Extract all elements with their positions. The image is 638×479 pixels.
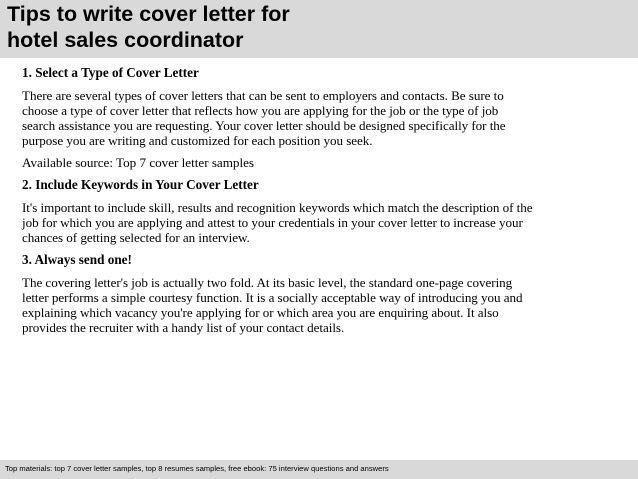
title-banner	[0, 0, 638, 58]
page-title	[7, 1, 627, 53]
paragraph-line: letter performs a simple courtesy function. It is a socially acceptable way of introducing you and	[22, 290, 523, 305]
paragraph	[22, 275, 618, 335]
paragraph	[22, 200, 618, 245]
source-note: Available source: Top 7 cover letter samples	[22, 155, 255, 170]
paragraph-line: The covering letter's job is actually two fold. At its basic level, the standard one-page covering	[22, 275, 513, 290]
paragraph-line: purpose you are writing and customized for each position you seek.	[22, 133, 373, 148]
title-line: hotel sales coordinator	[7, 28, 244, 52]
section-heading: 2. Include Keywords in Your Cover Letter	[22, 177, 259, 192]
paragraph-line: explaining which vacancy you're applying for or which area you are enquiring about. It also	[22, 305, 499, 320]
section-keywords	[22, 177, 618, 245]
paragraph-line: search assistance you are requesting. Your cover letter should be designed specifically for the	[22, 118, 506, 133]
paragraph-line: chances of getting selected for an interview.	[22, 230, 250, 245]
paragraph-line: provides the recruiter with a handy list of your contact details.	[22, 320, 345, 335]
paragraph	[22, 88, 618, 148]
section-select-type	[22, 65, 618, 170]
document-body	[22, 65, 618, 342]
paragraph-line: choose a type of cover letter that reflects how you are applying for the job or the type of job	[22, 103, 499, 118]
paragraph-line: It's important to include skill, results and recognition keywords which match the description of the	[22, 200, 533, 215]
section-heading: 3. Always send one!	[22, 252, 132, 267]
section-heading: 1. Select a Type of Cover Letter	[22, 65, 199, 80]
footer-bar	[0, 460, 638, 479]
paragraph-line: There are several types of cover letters that can be sent to employers and contacts. Be sure to	[22, 88, 504, 103]
footer-text: Top materials: top 7 cover letter samples, top 8 resumes samples, free ebook: 75 interview questions and answers	[5, 464, 389, 473]
paragraph-line: job for which you are applying and attest to your credentials in your cover letter to increase your	[22, 215, 523, 230]
section-always-send	[22, 252, 618, 335]
title-line: Tips to write cover letter for	[7, 2, 290, 26]
